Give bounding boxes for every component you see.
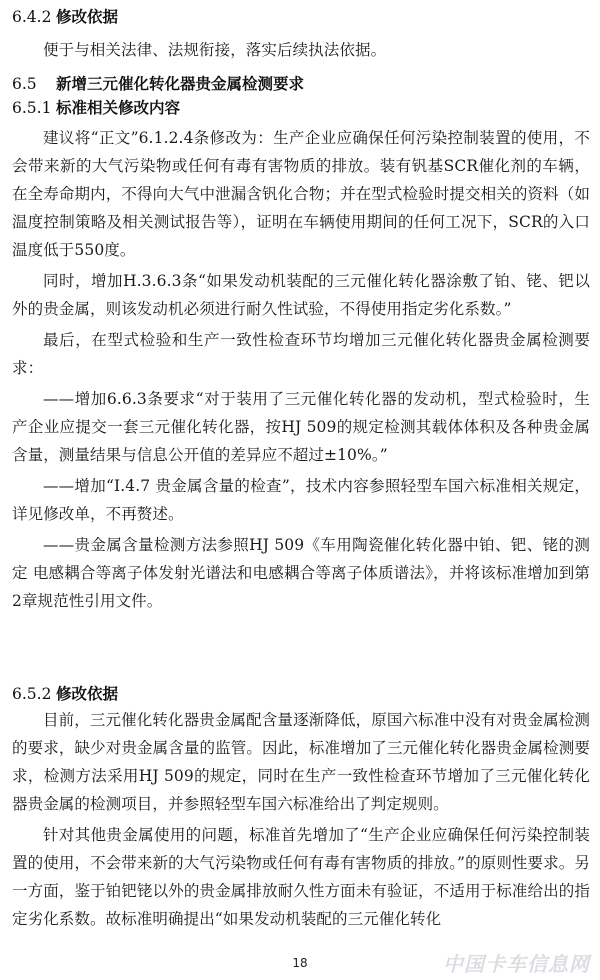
paragraph: 建议将“正文”6.1.2.4条修改为：生产企业应确保任何污染控制装置的使用，不会带来新的大气污染物或任何有毒有害物质的排放。装有钒基SCR催化剂的车辆，在全寿命期内，不得向大气中泄漏含钒化合物；并在型式检验时提交相关的资料（如温度控制策略及相关测试报告等），证明在车辆使用期间的任何工况下，SCR的入口温度低于550度。 [12,129,590,259]
paragraph: 针对其他贵金属使用的问题，标准首先增加了“生产企业应确保任何污染控制装置的使用，不会带来新的大气污染物或任何有毒有害物质的排放。”的原则性要求。另一方面，鉴于铂钯铑以外的贵金属排放耐久性方面未有验证，不适用于标准给出的指定劣化系数。故标准明确提出“如果发动机装配的三元催化转化 [12,826,590,928]
section-title: 新增三元催化转化器贵金属检测要求 [56,74,305,93]
paragraph: 目前，三元催化转化器贵金属配含量逐渐降低，原国六标准中没有对贵金属检测的要求，缺少对贵金属含量的监管。因此，标准增加了三元催化转化器贵金属检测要求，检测方法采用HJ 509的规定，同时在生产一致性检查环节增加了三元催化转化器贵金属的检测项目，并参照轻型车国六标准给出了判定规则。 [12,711,590,813]
section-6-5-1-body [12,124,590,615]
section-title: 标准相关修改内容 [56,98,181,117]
section-heading-6-4-2 [12,5,118,29]
section-heading-6-5 [12,72,304,96]
section-number: 6.5.2 [12,685,52,703]
page-number: 18 [292,956,308,970]
list-item: ——增加“I.4.7 贵金属含量的检查”，技术内容参照轻型车国六标准相关规定，详见修改单，不再赘述。 [12,477,590,523]
section-title: 修改依据 [56,7,119,26]
list-item: ——增加6.6.3条要求“对于装用了三元催化转化器的发动机，型式检验时，生产企业应提交一套三元催化转化器，按HJ 509的规定检测其载体体积及各种贵金属含量，测量结果与信息公开值的差异应不超过±10%。” [12,390,590,464]
watermark-logo: 中国卡车信息网 [443,952,590,976]
section-number: 6.4.2 [12,8,52,26]
section-title: 修改依据 [56,684,119,703]
list-item: ——贵金属含量检测方法参照HJ 509《车用陶瓷催化转化器中铂、钯、铑的测定 电感耦合等离子体发射光谱法和电感耦合等离子体质谱法》，并将该标准增加到第2章规范性引用文件。 [12,536,590,610]
section-heading-6-5-1 [12,96,180,120]
section-6-5-2-body [12,706,590,933]
section-heading-6-5-2 [12,682,118,706]
paragraph: 同时，增加H.3.6.3条“如果发动机装配的三元催化转化器涂敷了铂、铑、钯以外的贵金属，则该发动机必须进行耐久性试验，不得使用指定劣化系数。” [12,272,590,318]
section-number: 6.5.1 [12,99,52,117]
section-number: 6.5 [12,75,37,93]
paragraph: 最后，在型式检验和生产一致性检查环节均增加三元催化转化器贵金属检测要求： [12,331,590,377]
paragraph: 便于与相关法律、法规衔接，落实后续执法依据。 [43,41,387,59]
